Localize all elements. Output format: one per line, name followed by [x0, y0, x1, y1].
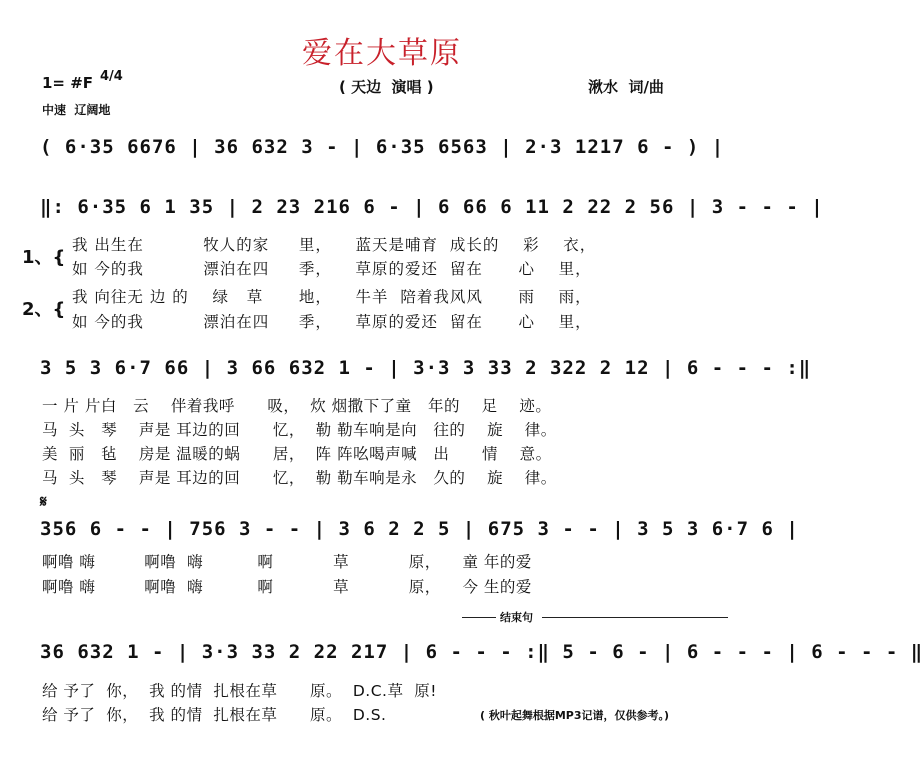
- verse-notes-line2: 3 5 3 6·7 66 | 3 66 632 1 - | 3·3 3 33 2 322 2 12 | 6 - - - :‖: [40, 357, 812, 379]
- ending-bracket-right: [542, 617, 728, 618]
- lyric-line: 我 向往无 边 的 绿 草 地， 牛羊 陪着我风风 雨 雨，: [72, 288, 592, 306]
- ending-label: 结束句: [500, 611, 533, 624]
- time-signature: 4/4: [100, 69, 123, 84]
- lyric-line: 我 出生在 牧人的家 里， 蓝天是哺育 成长的 彩 衣，: [72, 236, 597, 254]
- tempo-marking: 中速 辽阔地: [42, 103, 111, 117]
- segno-sign: 𝄋: [40, 492, 47, 511]
- lyric-line: 啊噜 嗨 啊噜 嗨 啊 草 原， 童 年的爱: [42, 553, 532, 571]
- transcription-note: ( 秋叶起舞根据MP3记谱，仅供参考。): [480, 709, 670, 722]
- lyric-line: 给 予了 你， 我 的情 扎根在草 原。 D.S.: [42, 706, 387, 724]
- chorus-notes-line1: 356 6 - - | 756 3 - - | 3 6 2 2 5 | 675 3 - - | 3 5 3 6·7 6 |: [40, 518, 799, 540]
- ending-bracket-left: [462, 617, 496, 618]
- lyric-line: 啊噜 嗨 啊噜 嗨 啊 草 原， 今 生的爱: [42, 578, 532, 596]
- lyric-line: 美 丽 毡 房是 温暖的蜗 居， 阵 阵吆喝声喊 出 情 意。: [42, 445, 552, 463]
- verse2-marker: 2、{: [22, 299, 66, 320]
- lyric-line: 马 头 琴 声是 耳边的回 忆， 勒 勒车响是永 久的 旋 律。: [42, 469, 557, 487]
- lyric-line: 马 头 琴 声是 耳边的回 忆， 勒 勒车响是向 往的 旋 律。: [42, 421, 557, 439]
- song-title: 爱在大草原: [302, 36, 462, 71]
- lyricist-composer: 湫水 词/曲: [588, 78, 664, 96]
- singer-credit: ( 天边 演唱 ): [339, 78, 434, 96]
- verse1-marker: 1、{: [22, 247, 66, 268]
- lyric-line: 如 今的我 漂泊在四 季， 草原的爱还 留在 心 里，: [72, 260, 592, 278]
- verse-notes-line1: ‖: 6·35 6 1 35 | 2 23 216 6 - | 6 66 6 11 2 22 2 56 | 3 - - - |: [40, 196, 824, 218]
- lyric-line: 一 片 片白 云 伴着我呼 吸， 炊 烟撒下了童 年的 足 迹。: [42, 397, 552, 415]
- chorus-notes-line2: 36 632 1 - | 3·3 33 2 22 217 | 6 - - - :‖ 5 - 6 - | 6 - - - | 6 - - - ‖: [40, 641, 923, 663]
- key-signature: 1= #F: [42, 74, 94, 92]
- lyric-line: 如 今的我 漂泊在四 季， 草原的爱还 留在 心 里，: [72, 313, 592, 331]
- intro-notes: ( 6·35 6676 | 36 632 3 - | 6·35 6563 | 2·3 1217 6 - ) |: [40, 136, 725, 158]
- lyric-line: 给 予了 你， 我 的情 扎根在草 原。 D.C.草 原!: [42, 682, 438, 700]
